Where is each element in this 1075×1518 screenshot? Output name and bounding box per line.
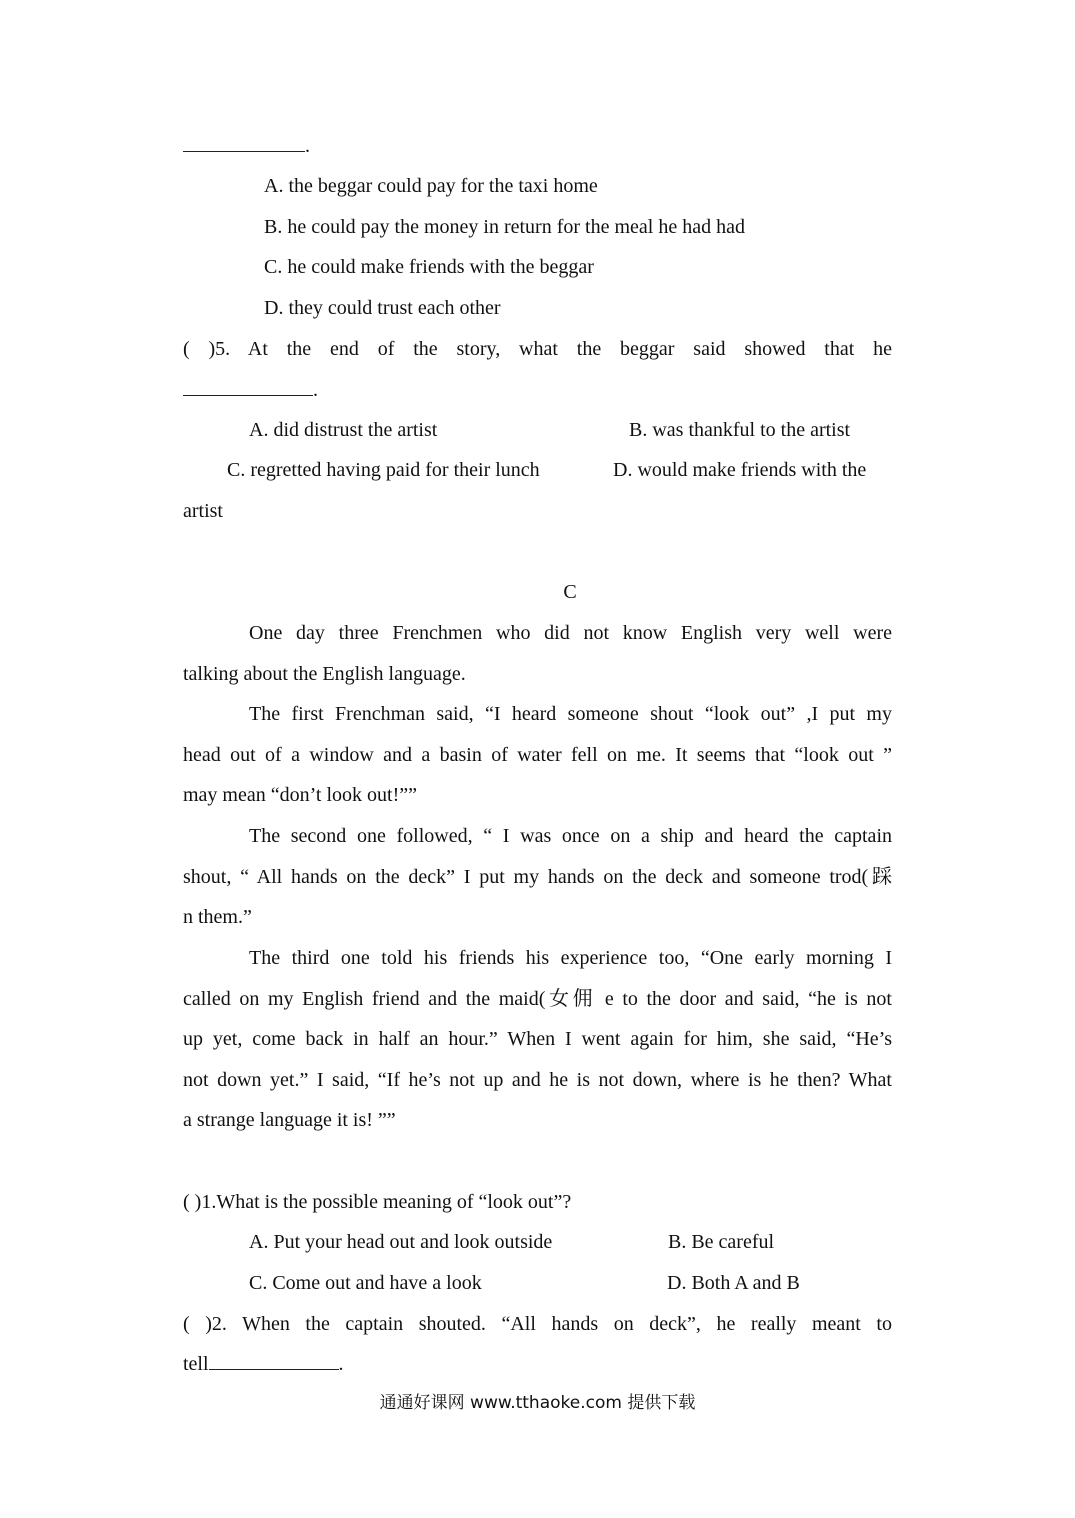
paragraph-2-line-3: may mean “don’t look out!””: [183, 784, 418, 806]
c-q2-blank-line: [183, 1351, 344, 1377]
c-q1-stem: ( )1.What is the possible meaning of “look out”?: [183, 1191, 572, 1213]
paragraph-4-line-3: up yet, come back in half an hour.” When I went again for him, she said, “He’s: [183, 1028, 892, 1050]
q4-option-d: D. they could trust each other: [264, 297, 501, 319]
c-q2-stem: ( )2. When the captain shouted. “All hands on deck”, he really meant to: [183, 1313, 892, 1335]
c-q1-option-c: C. Come out and have a look: [249, 1272, 482, 1294]
q5-option-d-continued: artist: [183, 500, 223, 522]
blank-underline: [183, 133, 305, 152]
paragraph-2-line-1: The first Frenchman said, “I heard someone shout “look out” ,I put my: [249, 703, 892, 725]
q5-option-c: C. regretted having paid for their lunch: [227, 459, 540, 481]
q5-option-b: B. was thankful to the artist: [629, 419, 851, 441]
q5-option-d: D. would make friends with the: [613, 459, 867, 481]
q4-option-c: C. he could make friends with the beggar: [264, 256, 594, 278]
q4-option-b: B. he could pay the money in return for the meal he had had: [264, 216, 745, 238]
section-heading: C: [563, 581, 577, 603]
blank-underline: [209, 1351, 339, 1370]
answer-blank-line: [183, 133, 310, 159]
blank-period: .: [338, 1353, 344, 1375]
q4-option-a: A. the beggar could pay for the taxi home: [264, 175, 598, 197]
paragraph-3-line-2: shout, “ All hands on the deck” I put my hands on the deck and someone trod(踩: [183, 866, 892, 888]
q5-blank-line: [183, 377, 318, 403]
c-q1-option-b: B. Be careful: [668, 1231, 775, 1253]
paragraph-3-line-1: The second one followed, “ I was once on a ship and heard the captain: [249, 825, 892, 847]
blank-period: .: [305, 135, 310, 157]
blank-period: .: [313, 379, 318, 401]
q5-stem: ( )5. At the end of the story, what the beggar said showed that he: [183, 338, 892, 360]
q5-option-a: A. did distrust the artist: [249, 419, 438, 441]
paragraph-4-line-4: not down yet.” I said, “If he’s not up and he is not down, where is he then? What: [183, 1069, 892, 1091]
c-q2-tell-word: tell: [183, 1353, 209, 1375]
c-q1-option-a: A. Put your head out and look outside: [249, 1231, 553, 1253]
paragraph-3-line-3: n them.”: [183, 906, 252, 928]
paragraph-4-line-5: a strange language it is! ””: [183, 1109, 396, 1131]
page-footer: 通通好课网 www.tthaoke.com 提供下载: [379, 1393, 696, 1413]
paragraph-4-line-1: The third one told his friends his experience too, “One early morning I: [249, 947, 892, 969]
paragraph-1-line-2: talking about the English language.: [183, 663, 466, 685]
paragraph-4-line-2: called on my English friend and the maid(女佣 e to the door and said, “he is not: [183, 988, 892, 1010]
c-q1-option-d: D. Both A and B: [667, 1272, 800, 1294]
paragraph-2-line-2: head out of a window and a basin of water fell on me. It seems that “look out ”: [183, 744, 892, 766]
blank-underline: [183, 377, 313, 396]
paragraph-1-line-1: One day three Frenchmen who did not know English very well were: [249, 622, 892, 644]
